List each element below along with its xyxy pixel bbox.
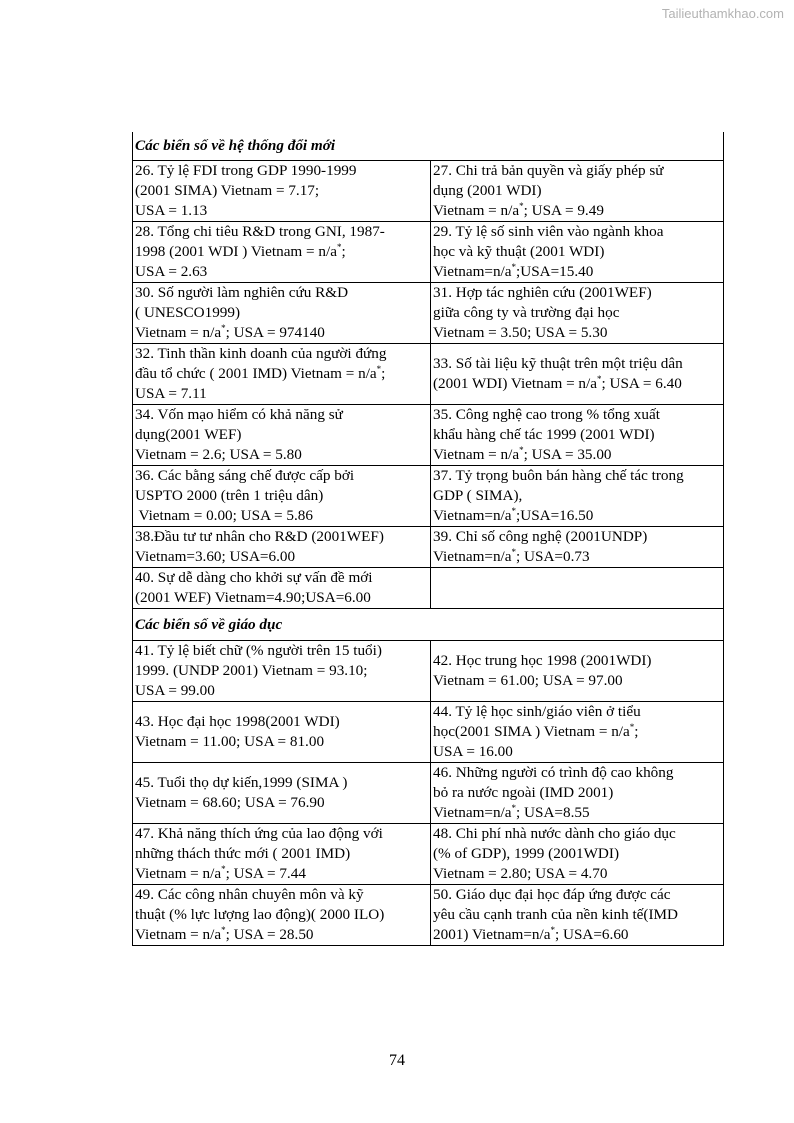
cell-empty xyxy=(431,568,724,609)
cell-34-line-1: 34. Vốn mạo hiểm có khả năng sử xyxy=(135,406,343,423)
table-row xyxy=(133,641,724,702)
table-row xyxy=(133,885,724,946)
cell-34 xyxy=(133,405,431,466)
cell-47-vietnam: Vietnam = n/a xyxy=(135,865,222,882)
cell-34-line-3: Vietnam = 2.6; USA = 5.80 xyxy=(135,446,302,463)
cell-32 xyxy=(133,344,431,405)
cell-50-line-2: yêu cầu cạnh tranh của nền kinh tế(IMD xyxy=(433,906,679,923)
cell-41-line-1: 41. Tỷ lệ biết chữ (% người trên 15 tuổi) xyxy=(135,642,382,659)
cell-26-line-3: USA = 1.13 xyxy=(135,202,208,219)
cell-33-line-1: 33. Số tài liệu kỹ thuật trên một triệu dân xyxy=(433,355,683,372)
cell-36-line-3: Vietnam = 0.00; USA = 5.86 xyxy=(135,507,313,524)
cell-32-line-2 xyxy=(135,364,428,384)
cell-47-usa: ; USA = 7.44 xyxy=(225,865,306,882)
cell-41-line-2: 1999. (UNDP 2001) Vietnam = 93.10; xyxy=(135,662,368,679)
cell-44-semicolon: ; xyxy=(634,723,639,740)
cell-33 xyxy=(431,344,724,405)
cell-46-vietnam: Vietnam=n/a xyxy=(433,804,512,821)
cell-28-vietnam: 1998 (2001 WDI ) Vietnam = n/a xyxy=(135,243,337,260)
cell-43-line-1: 43. Học đại học 1998(2001 WDI) xyxy=(135,713,340,730)
cell-30-line-2: ( UNESCO1999) xyxy=(135,304,241,321)
cell-27-line-2: dụng (2001 WDI) xyxy=(433,182,542,199)
cell-28-line-2 xyxy=(135,242,428,262)
section-row-innovation xyxy=(133,132,724,161)
cell-36-line-1: 36. Các bằng sáng chế được cấp bởi xyxy=(135,467,355,484)
cell-29-line-1: 29. Tỷ lệ số sinh viên vào ngành khoa xyxy=(433,223,664,240)
cell-49-vietnam: Vietnam = n/a xyxy=(135,926,222,943)
cell-29 xyxy=(431,222,724,283)
cell-39-footnote-mark: * xyxy=(511,547,517,557)
cell-49-line-2: thuật (% lực lượng lao động)( 2000 ILO) xyxy=(135,906,385,923)
cell-43 xyxy=(133,702,431,763)
cell-30-footnote-mark: * xyxy=(221,323,226,333)
cell-47-line-1: 47. Khả năng thích ứng của lao động với xyxy=(135,825,383,842)
cell-40-line-1: 40. Sự dễ dàng cho khởi sự vấn đề mới xyxy=(135,569,373,586)
cell-39-usa: ; USA=0.73 xyxy=(516,548,590,565)
cell-46-footnote-mark: * xyxy=(511,803,517,813)
cell-27-line-3 xyxy=(433,201,721,221)
cell-49-usa: ; USA = 28.50 xyxy=(225,926,314,943)
cell-33-usa: ; USA = 6.40 xyxy=(601,375,682,392)
cell-38-line-1: 38.Đầu tư tư nhân cho R&D (2001WEF) xyxy=(135,528,384,545)
cell-30-vietnam: Vietnam = n/a xyxy=(135,324,222,341)
cell-29-line-3 xyxy=(433,262,721,282)
section-title-education: Các biến số về giáo dục xyxy=(133,609,724,641)
cell-42-line-2: Vietnam = 61.00; USA = 97.00 xyxy=(433,672,623,689)
cell-50-usa: ; USA=6.60 xyxy=(554,926,629,943)
cell-27 xyxy=(431,161,724,222)
table-row xyxy=(133,283,724,344)
cell-50-vietnam: 2001) Vietnam=n/a xyxy=(433,926,551,943)
cell-31 xyxy=(431,283,724,344)
cell-30-usa: ; USA = 974140 xyxy=(225,324,325,341)
cell-26 xyxy=(133,161,431,222)
cell-44-line-2 xyxy=(433,722,721,742)
table-row xyxy=(133,763,724,824)
cell-42-line-1: 42. Học trung học 1998 (2001WDI) xyxy=(433,652,652,669)
cell-37-vietnam: Vietnam=n/a xyxy=(433,507,512,524)
cell-50-line-1: 50. Giáo dục đại học đáp ứng được các xyxy=(433,886,671,903)
cell-32-semicolon: ; xyxy=(381,365,386,382)
cell-44-line-3: USA = 16.00 xyxy=(433,743,513,760)
table-row xyxy=(133,344,724,405)
watermark-text: Tailieuthamkhao.com xyxy=(661,6,784,21)
section-title-innovation: Các biến số về hệ thống đổi mới xyxy=(133,132,724,161)
cell-41-line-3: USA = 99.00 xyxy=(135,682,215,699)
cell-41 xyxy=(133,641,431,702)
table-row xyxy=(133,824,724,885)
cell-27-usa: ; USA = 9.49 xyxy=(523,202,604,219)
cell-44 xyxy=(431,702,724,763)
table-row xyxy=(133,702,724,763)
cell-35-line-3 xyxy=(433,445,721,465)
cell-42 xyxy=(431,641,724,702)
cell-28 xyxy=(133,222,431,283)
cell-44-footnote-mark: * xyxy=(629,722,635,732)
cell-28-footnote-mark: * xyxy=(336,242,342,252)
cell-48-line-2: (% of GDP), 1999 (2001WDI) xyxy=(433,845,620,862)
table-row xyxy=(133,527,724,568)
cell-32-line-1: 32. Tinh thần kinh doanh của người đứng xyxy=(135,345,387,362)
cell-30 xyxy=(133,283,431,344)
cell-49-footnote-mark: * xyxy=(221,925,226,935)
cell-31-line-3: Vietnam = 3.50; USA = 5.30 xyxy=(433,324,608,341)
table-row xyxy=(133,466,724,527)
cell-32-footnote-mark: * xyxy=(376,364,382,374)
cell-35 xyxy=(431,405,724,466)
cell-27-vietnam: Vietnam = n/a xyxy=(433,202,520,219)
cell-36 xyxy=(133,466,431,527)
cell-49-line-3 xyxy=(135,925,428,945)
cell-33-line-2 xyxy=(433,374,721,394)
table-row xyxy=(133,222,724,283)
cell-48-line-1: 48. Chi phí nhà nước dành cho giáo dục xyxy=(433,825,676,842)
cell-37-line-1: 37. Tỷ trọng buôn bán hàng chế tác trong xyxy=(433,467,684,484)
cell-37-line-3 xyxy=(433,506,721,526)
cell-35-vietnam: Vietnam = n/a xyxy=(433,446,520,463)
cell-50 xyxy=(431,885,724,946)
cell-37-line-2: GDP ( SIMA), xyxy=(433,487,523,504)
cell-48 xyxy=(431,824,724,885)
section-row-education xyxy=(133,609,724,641)
cell-36-line-2: USPTO 2000 (trên 1 triệu dân) xyxy=(135,487,324,504)
cell-38 xyxy=(133,527,431,568)
table-row xyxy=(133,405,724,466)
cell-47-line-2: những thách thức mới ( 2001 IMD) xyxy=(135,845,351,862)
cell-48-line-3: Vietnam = 2.80; USA = 4.70 xyxy=(433,865,608,882)
cell-46-line-3 xyxy=(433,803,721,823)
cell-47-footnote-mark: * xyxy=(221,864,226,874)
cell-33-vietnam: (2001 WDI) Vietnam = n/a xyxy=(433,375,597,392)
cell-44-line-1: 44. Tỷ lệ học sinh/giáo viên ở tiểu xyxy=(433,703,641,720)
cell-39-vietnam: Vietnam=n/a xyxy=(433,548,512,565)
cell-46-line-1: 46. Những người có trình độ cao không xyxy=(433,764,674,781)
cell-39-line-2 xyxy=(433,547,721,567)
cell-28-semicolon: ; xyxy=(341,243,346,260)
cell-35-footnote-mark: * xyxy=(519,445,524,455)
cell-37 xyxy=(431,466,724,527)
cell-30-line-3 xyxy=(135,323,428,343)
cell-50-footnote-mark: * xyxy=(550,925,555,935)
cell-35-line-1: 35. Công nghệ cao trong % tổng xuất xyxy=(433,406,660,423)
cell-26-line-1: 26. Tỷ lệ FDI trong GDP 1990-1999 xyxy=(135,162,357,179)
cell-45-line-1: 45. Tuổi thọ dự kiến,1999 (SIMA ) xyxy=(135,774,348,791)
cell-35-line-2: khẩu hàng chế tác 1999 (2001 WDI) xyxy=(433,426,655,443)
cell-46-line-2: bỏ ra nước ngoài (IMD 2001) xyxy=(433,784,614,801)
cell-31-line-1: 31. Hợp tác nghiên cứu (2001WEF) xyxy=(433,284,652,301)
cell-28-line-3: USA = 2.63 xyxy=(135,263,208,280)
cell-27-footnote-mark: * xyxy=(519,201,524,211)
cell-47-line-3 xyxy=(135,864,428,884)
cell-40 xyxy=(133,568,431,609)
cell-39 xyxy=(431,527,724,568)
cell-28-line-1: 28. Tổng chi tiêu R&D trong GNI, 1987- xyxy=(135,223,385,240)
table-row xyxy=(133,161,724,222)
cell-49 xyxy=(133,885,431,946)
cell-29-footnote-mark: * xyxy=(511,262,517,272)
cell-50-line-3 xyxy=(433,925,721,945)
cell-49-line-1: 49. Các công nhân chuyên môn và kỹ xyxy=(135,886,364,903)
cell-29-vietnam: Vietnam=n/a xyxy=(433,263,512,280)
cell-32-line-3: USA = 7.11 xyxy=(135,385,207,402)
cell-29-line-2: học và kỹ thuật (2001 WDI) xyxy=(433,243,605,260)
cell-45-line-2: Vietnam = 68.60; USA = 76.90 xyxy=(135,794,325,811)
cell-37-footnote-mark: * xyxy=(511,506,517,516)
cell-34-line-2: dụng(2001 WEF) xyxy=(135,426,242,443)
cell-38-line-2: Vietnam=3.60; USA=6.00 xyxy=(135,548,296,565)
cell-35-usa: ; USA = 35.00 xyxy=(523,446,612,463)
cell-37-usa: ;USA=16.50 xyxy=(516,507,594,524)
cell-45 xyxy=(133,763,431,824)
table-row xyxy=(133,568,724,609)
cell-47 xyxy=(133,824,431,885)
cell-33-footnote-mark: * xyxy=(597,374,602,384)
cell-44-vietnam: học(2001 SIMA ) Vietnam = n/a xyxy=(433,723,630,740)
cell-30-line-1: 30. Số người làm nghiên cứu R&D xyxy=(135,284,349,301)
page-number: 74 xyxy=(389,1052,405,1069)
cell-46 xyxy=(431,763,724,824)
cell-27-line-1: 27. Chi trả bản quyền và giấy phép sử xyxy=(433,162,664,179)
cell-31-line-2: giữa công ty và trường đại học xyxy=(433,304,620,321)
cell-46-usa: ; USA=8.55 xyxy=(516,804,590,821)
cell-40-line-2: (2001 WEF) Vietnam=4.90;USA=6.00 xyxy=(135,589,371,606)
cell-29-usa: ;USA=15.40 xyxy=(516,263,594,280)
cell-26-line-2: (2001 SIMA) Vietnam = 7.17; xyxy=(135,182,320,199)
cell-39-line-1: 39. Chỉ số công nghệ (2001UNDP) xyxy=(433,528,648,545)
cell-32-vietnam: đầu tổ chức ( 2001 IMD) Vietnam = n/a xyxy=(135,365,377,382)
cell-43-line-2: Vietnam = 11.00; USA = 81.00 xyxy=(135,733,325,750)
variables-table xyxy=(132,132,724,946)
